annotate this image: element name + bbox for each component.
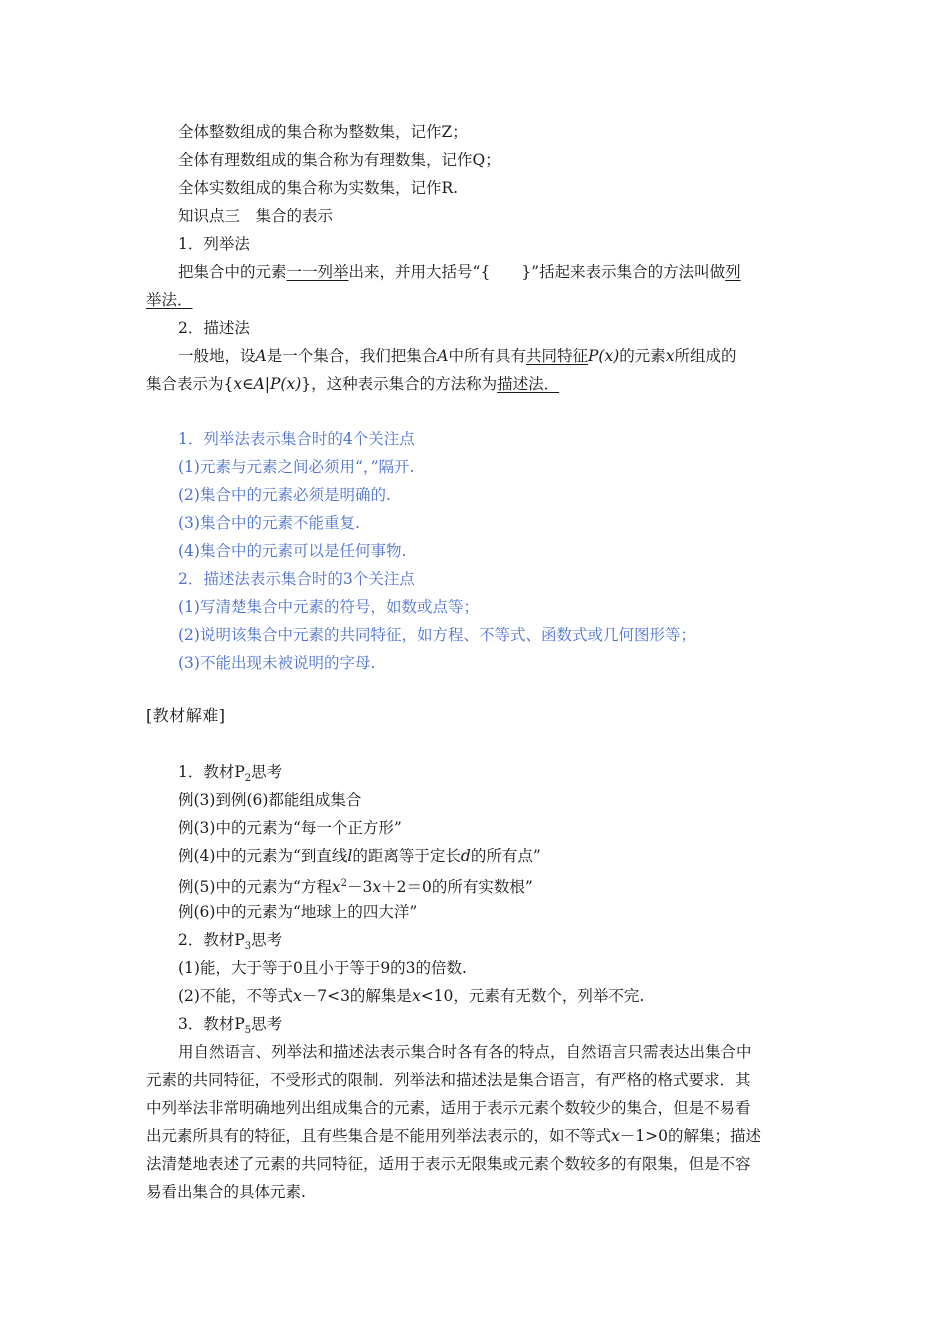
example-line (178, 846, 541, 866)
real-set-line: 全体实数组成的集合称为实数集，记作R. (178, 179, 459, 197)
desc-set-builder: x∈A|P(x) (233, 375, 302, 393)
e4-text-c: 的所有点” (470, 847, 541, 865)
rational-set-line: 全体有理数组成的集合称为有理数集，记作Q； (178, 151, 501, 169)
enum-underlined-term: 一一列举 (286, 263, 349, 281)
paragraph-line: 中列举法非常明确地列出组成集合的元素，适用于表示元素个数较少的集合，但是不易看 (146, 1099, 751, 1117)
e5-var-x: x (331, 878, 341, 897)
note-line: (1)写清楚集合中元素的符号，如数或点等； (178, 598, 479, 616)
desc-var-A2: A (437, 347, 449, 365)
note-line: (3)不能出现未被说明的字母. (178, 654, 376, 672)
enumeration-title: 1．列举法 (178, 235, 250, 253)
answer-line (178, 986, 644, 1006)
e5-text-b: －3 (347, 878, 373, 897)
t1-suffix: 思考 (251, 763, 283, 781)
note-line: (2)集合中的元素必须是明确的. (178, 486, 391, 504)
note-line: 1．列举法表示集合时的4个关注点 (178, 430, 415, 448)
textbook-item-2-title (178, 930, 282, 957)
description-definition-line2 (146, 374, 559, 394)
p4-text-b: －1>0的解集；描述 (619, 1127, 761, 1145)
enum-method-name-part2: 举法． (146, 291, 193, 309)
answer-line: (1)能，大于等于0且小于等于9的3的倍数. (178, 959, 467, 977)
paragraph-line (146, 1126, 761, 1146)
t2-label: 2．教材P (178, 931, 245, 949)
t2-2-var-x: x (292, 987, 302, 1005)
textbook-item-3-title (178, 1014, 282, 1041)
section-header: [教材解难] (146, 706, 226, 725)
enum-text-pre: 把集合中的元素 (178, 263, 287, 281)
desc-method-name: 描述法． (497, 375, 560, 393)
paragraph-line: 法清楚地表述了元素的共同特征，适用于表示无限集或元素个数较多的有限集，但是不容 (146, 1155, 751, 1173)
description-definition-line1 (178, 346, 737, 366)
note-line: 2．描述法表示集合时的3个关注点 (178, 570, 415, 588)
integer-set-line: 全体整数组成的集合称为整数集，记作Z； (178, 123, 468, 141)
p4-text-a: 出元素所具有的特征，且有些集合是不能用列举法表示的，如不等式 (146, 1127, 612, 1145)
note-line: (1)元素与元素之间必须用“，”隔开. (178, 458, 415, 476)
paragraph-line: 用自然语言、列举法和描述法表示集合时各有各的特点，自然语言只需表达出集合中 (178, 1043, 752, 1061)
desc-text-a: 一般地，设 (178, 347, 256, 365)
textbook-item-1-title (178, 762, 282, 789)
t2-suffix: 思考 (251, 931, 283, 949)
enumeration-definition-line2 (146, 290, 193, 310)
e4-text-a: 例(4)中的元素为“到直线 (178, 847, 348, 865)
desc-underlined-term: 共同特征 (525, 347, 588, 365)
desc-text-e: 所组成的 (674, 347, 737, 365)
t1-page-sub: 2 (244, 773, 252, 785)
enum-method-name-part1: 列 (725, 263, 741, 281)
desc-var-A: A (255, 347, 267, 365)
knowledge-point-heading: 知识点三 集合的表示 (178, 207, 334, 225)
desc-var-x-paren: (x) (598, 347, 620, 365)
desc-text-c: 中所有具有 (448, 347, 526, 365)
e5-text-c: ＋2＝0的所有实数根” (381, 878, 533, 897)
desc-var-x: x (665, 347, 675, 365)
e4-var-d: d (460, 847, 471, 865)
e4-var-l: l (347, 847, 353, 865)
e5-exponent: 2 (340, 878, 348, 889)
example-line (178, 874, 533, 897)
note-line: (3)集合中的元素不能重复. (178, 514, 360, 532)
e5-var-x2: x (372, 878, 382, 897)
enumeration-definition-line1 (178, 262, 741, 282)
description-title: 2．描述法 (178, 319, 250, 337)
enum-text-mid: 出来，并用大括号“{ }”括起来表示集合的方法叫做 (348, 263, 726, 281)
t3-page-sub: 5 (244, 1025, 252, 1037)
t2-2-var-x2: x (411, 987, 421, 1005)
paragraph-line: 元素的共同特征，不受形式的限制．列举法和描述法是集合语言，有严格的格式要求．其 (146, 1071, 751, 1089)
note-line: (4)集合中的元素可以是任何事物. (178, 542, 407, 560)
desc-var-P: P (587, 347, 599, 365)
note-line: (2)说明该集合中元素的共同特征，如方程、不等式、函数式或几何图形等； (178, 626, 696, 644)
paragraph-line: 易看出集合的具体元素. (146, 1183, 306, 1201)
t3-suffix: 思考 (251, 1015, 283, 1033)
t3-label: 3．教材P (178, 1015, 245, 1033)
t2-2-text-c: <10，元素有无数个，列举不完. (420, 987, 645, 1005)
t2-page-sub: 3 (244, 941, 252, 953)
p4-var-x: x (611, 1127, 620, 1145)
t2-2-text-b: －7<3的解集是 (301, 987, 412, 1005)
desc-text-b: 是一个集合，我们把集合 (266, 347, 438, 365)
desc-l2-text-b: }，这种表示集合的方法称为 (301, 375, 498, 393)
e4-text-b: 的距离等于定长 (352, 847, 461, 865)
example-line: 例(3)到例(6)都能组成集合 (178, 791, 362, 809)
e5-text-a: 例(5)中的元素为“方程 (178, 878, 332, 897)
desc-l2-text-a: 集合表示为{ (146, 375, 234, 393)
example-line: 例(6)中的元素为“地球上的四大洋” (178, 903, 418, 921)
t2-2-text-a: (2)不能，不等式 (178, 987, 293, 1005)
t1-label: 1．教材P (178, 763, 245, 781)
example-line: 例(3)中的元素为“每一个正方形” (178, 819, 402, 837)
desc-text-d: 的元素 (619, 347, 666, 365)
